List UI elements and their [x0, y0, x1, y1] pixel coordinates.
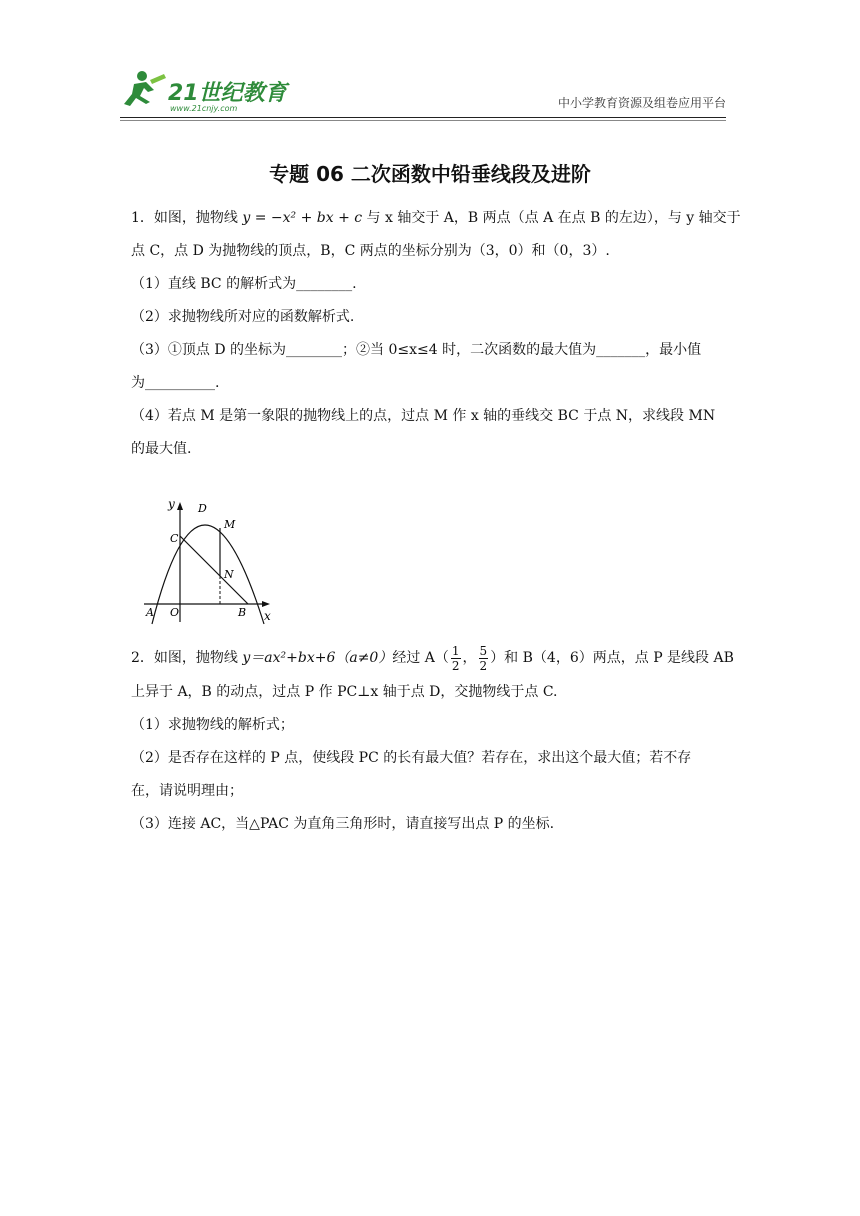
q2-formula: y＝ax²+bx+6（a≠0） [242, 650, 393, 666]
q2-part-2-cont: 在，请说明理由； [131, 783, 243, 799]
segment-bc [180, 536, 248, 604]
parabola-figure [140, 496, 280, 626]
q2-text: 经过 A（ [392, 650, 449, 666]
page-header [120, 62, 726, 118]
label-n: N [224, 568, 234, 581]
label-c: C [170, 532, 179, 545]
figure-graphic [140, 496, 280, 626]
q2-text: 2．如图，抛物线 [131, 650, 243, 666]
q1-line-2: 点 C，点 D 为抛物线的顶点，B，C 两点的坐标分别为（3，0）和（0，3）. [131, 243, 610, 259]
page-title: 专题 06 二次函数中铅垂线段及进阶 [269, 162, 591, 186]
question-1 [131, 206, 741, 470]
q2-part-1: （1）求抛物线的解析式； [131, 717, 294, 733]
q2-line-1 [131, 640, 734, 680]
label-m: M [224, 518, 236, 531]
fraction-denominator: 2 [451, 658, 460, 673]
q2-part-2: （2）是否存在这样的 P 点，使线段 PC 的长有最大值？若存在，求出这个最大值；若不存 [131, 750, 692, 766]
q1-text: 1．如图，抛物线 [131, 210, 243, 226]
platform-name: 中小学教育资源及组卷应用平台 [557, 96, 726, 110]
fraction-five-halves [479, 644, 489, 673]
q1-part-4-cont: 的最大值. [131, 441, 192, 457]
label-o: O [170, 606, 180, 619]
q1-line-1 [131, 206, 741, 239]
label-x: x [264, 609, 271, 623]
header-divider [120, 117, 726, 118]
q1-part-3: （3）①顶点 D 的坐标为________；②当 0≤x≤4 时，二次函数的最大值为_______，最小值 [131, 342, 702, 358]
q1-part-4: （4）若点 M 是第一象限的抛物线上的点，过点 M 作 x 轴的垂线交 BC 于点 N，求线段 MN [131, 408, 716, 424]
x-axis-arrow [262, 601, 270, 607]
q1-text: 与 x 轴交于 A，B 两点（点 A 在点 B 的左边），与 y 轴交于 [362, 210, 741, 226]
q1-part-1: （1）直线 BC 的解析式为________. [131, 276, 357, 292]
q2-text: ）和 B（4，6）两点，点 P 是线段 AB [490, 650, 734, 666]
q2-text: ， [462, 650, 477, 666]
svg-text:21世纪教育: 21世纪教育 [168, 81, 287, 106]
header-divider-thin [120, 120, 726, 121]
q2-part-3: （3）连接 AC，当△PAC 为直角三角形时，请直接写出点 P 的坐标. [131, 816, 555, 832]
label-d: D [198, 502, 207, 515]
logo-graphic [120, 66, 300, 114]
label-b: B [238, 606, 247, 619]
y-axis-arrow [177, 502, 183, 510]
fraction-numerator: 5 [479, 643, 488, 658]
parabola-curve [152, 525, 264, 624]
label-a: A [146, 606, 154, 619]
question-2 [131, 640, 734, 845]
q1-part-2: （2）求抛物线所对应的函数解析式. [131, 309, 355, 325]
q1-part-3-cont: 为__________. [131, 375, 220, 391]
svg-text:www.21cnjy.com: www.21cnjy.com [170, 104, 238, 113]
q1-formula: y = −x² + bx + c [242, 210, 363, 226]
fraction-half [451, 644, 461, 673]
q2-line-2: 上异于 A，B 的动点，过点 P 作 PC⊥x 轴于点 D，交抛物线于点 C. [131, 684, 558, 700]
logo [120, 66, 300, 114]
label-y: y [168, 497, 175, 511]
fraction-numerator: 1 [451, 643, 460, 658]
fraction-denominator: 2 [479, 658, 488, 673]
